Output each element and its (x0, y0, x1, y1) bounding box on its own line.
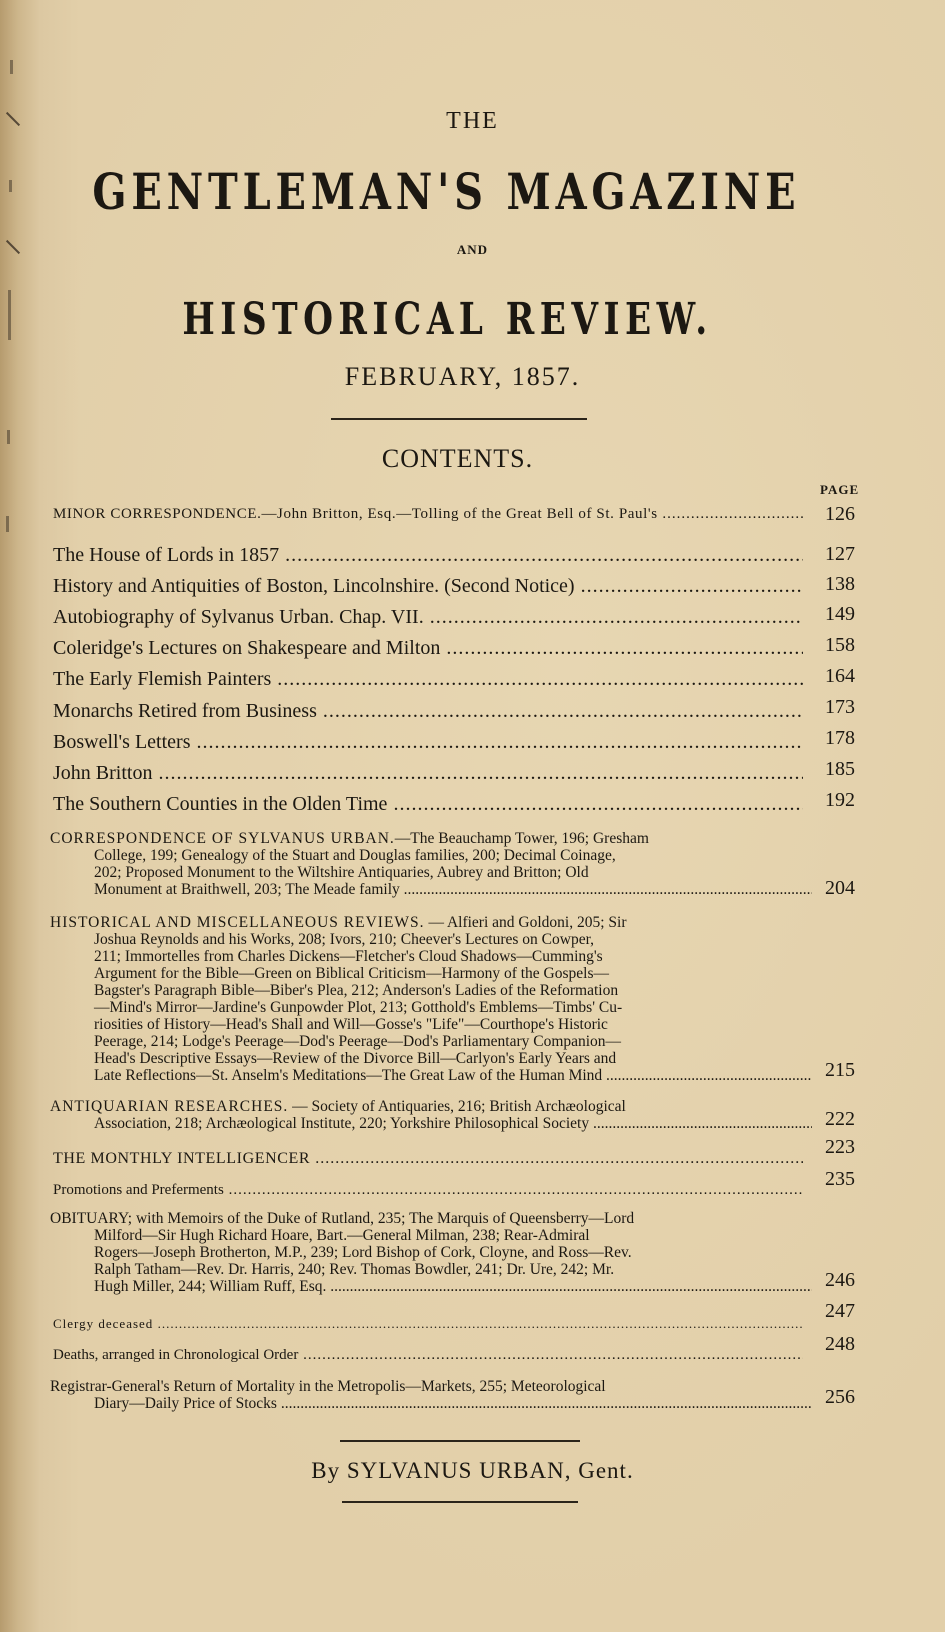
toc-entry: The Early Flemish Painters ..... (53, 668, 803, 691)
toc-entry: The House of Lords in 1857 ..... (53, 544, 803, 567)
toc-page-number: 248 (825, 1333, 855, 1355)
toc-entry: The Southern Counties in the Olden Time ..... (53, 793, 803, 816)
toc-entry: Coleridge's Lectures on Shakespeare and Milton ..... (53, 637, 803, 660)
toc-page-number: 247 (825, 1300, 855, 1322)
page-stain (10, 60, 13, 74)
toc-antiquarian: ANTIQUARIAN RESEARCHES. — Society of Antiquaries, 216; British Archæological Association, 218; Archæological Institute, 220; Yorkshire Philosophical Society ..... (50, 1098, 812, 1132)
toc-page-number: 149 (825, 603, 855, 625)
toc-entry: History and Antiquities of Boston, Lincolnshire. (Second Notice) ..... (53, 575, 803, 598)
toc-registrar: Registrar-General's Return of Mortality in the Metropolis—Markets, 255; Meteorological Diary—Daily Price of Stocks ..... (50, 1378, 812, 1412)
toc-entry-minor-correspondence: MINOR CORRESPONDENCE.—John Britton, Esq.—Tolling of the Great Bell of St. Paul's ..... (53, 506, 803, 523)
toc-page-number: 158 (825, 634, 855, 656)
toc-page-number: 164 (825, 665, 855, 687)
toc-page-number: 192 (825, 789, 855, 811)
toc-page-number: 173 (825, 696, 855, 718)
toc-page-number: 185 (825, 758, 855, 780)
toc-entry-intelligencer: THE MONTHLY INTELLIGENCER ..... (53, 1150, 803, 1168)
toc-page-number: 215 (825, 1059, 855, 1081)
toc-correspondence: CORRESPONDENCE OF SYLVANUS URBAN.—The Beauchamp Tower, 196; Gresham College, 199; Genealogy of the Stuart and Douglas families, 200; Decimal Coinage, 202; Proposed Monument to the Wiltshire Antiquaries, Aubrey and Britton; Old Monument at Braithwell, 203; The Meade family ..... (50, 830, 812, 898)
toc-reviews: HISTORICAL AND MISCELLANEOUS REVIEWS. — Alfieri and Goldoni, 205; Sir Joshua Reynolds and his Works, 208; Ivors, 210; Cheever's Lectures on Cowper, 211; Immortelles from Charles Dickens—Fletcher's Cloud Shadows—Cumming's Argument for the Bible—Green on Biblical Criticism—Harmony of the Gospels— Bagster's Paragraph Bible—Biber's Plea, 212; Anderson's Ladies of the Reformation —Mind's Mirror—Jardine's Gunpowder Plot, 213; Gotthold's Emblems—Timbs' Cu- riosities of History—Head's Shall and Will—Gosse's "Life"—Courthope's Historic Peerage, 214; Lodge's Peerage—Dod's Peerage—Dod's Parliamentary Companion— Head's Descriptive Essays—Review of the Divorce Bill—Carlyon's Early Years and Late Reflections—St. Anselm's Meditations—The Great Law of the Human Mind ..... (50, 914, 812, 1084)
toc-page-number: 235 (825, 1168, 855, 1190)
toc-page-number: 127 (825, 543, 855, 565)
issue-date: FEBRUARY, 1857. (344, 362, 581, 391)
toc-entry: Autobiography of Sylvanus Urban. Chap. VII. ..... (53, 606, 803, 629)
toc-page-number: 223 (825, 1136, 855, 1158)
divider-rule (331, 418, 587, 420)
masthead-the: THE (446, 108, 499, 134)
page-stain (6, 516, 9, 532)
footer-rule-bottom (342, 1501, 578, 1503)
toc-entry-clergy: Clergy deceased ..... (53, 1316, 803, 1332)
toc-entry-deaths: Deaths, arranged in Chronological Order ..... (53, 1347, 803, 1364)
page-stain (9, 180, 12, 192)
toc-page-number: 222 (825, 1108, 855, 1130)
contents-heading: CONTENTS. (381, 444, 534, 473)
toc-page-number: 246 (825, 1269, 855, 1291)
page-stain (7, 430, 10, 444)
magazine-title: GENTLEMAN'S MAGAZINE (92, 162, 801, 221)
toc-page-number: 126 (825, 503, 855, 525)
byline: By SYLVANUS URBAN, Gent. (311, 1458, 634, 1483)
magazine-subtitle: HISTORICAL REVIEW. (182, 294, 713, 345)
toc-entry: John Britton ..... (53, 762, 803, 785)
toc-obituary: OBITUARY; with Memoirs of the Duke of Rutland, 235; The Marquis of Queensberry—Lord Milford—Sir Hugh Richard Hoare, Bart.—General Milman, 238; Rear-Admiral Rogers—Joseph Brotherton, M.P., 239; Lord Bishop of Cork, Cloyne, and Ross—Rev. Ralph Tatham—Rev. Dr. Harris, 240; Rev. Thomas Bowdler, 241; Dr. Ure, 242; Mr. Hugh Miller, 244; William Ruff, Esq. ..... (50, 1210, 812, 1295)
toc-page-number: 204 (825, 877, 855, 899)
toc-page-number: 256 (825, 1386, 855, 1408)
toc-page-number: 138 (825, 573, 855, 595)
page-stain (8, 290, 11, 340)
toc-page-number: 178 (825, 727, 855, 749)
toc-entry: Monarchs Retired from Business ..... (53, 700, 803, 723)
toc-entry-promotions: Promotions and Preferments ..... (53, 1182, 803, 1199)
footer-rule-top (340, 1440, 580, 1442)
toc-entry: Boswell's Letters ..... (53, 731, 803, 754)
page-column-label: PAGE (820, 482, 860, 497)
masthead-and: AND (456, 242, 489, 257)
